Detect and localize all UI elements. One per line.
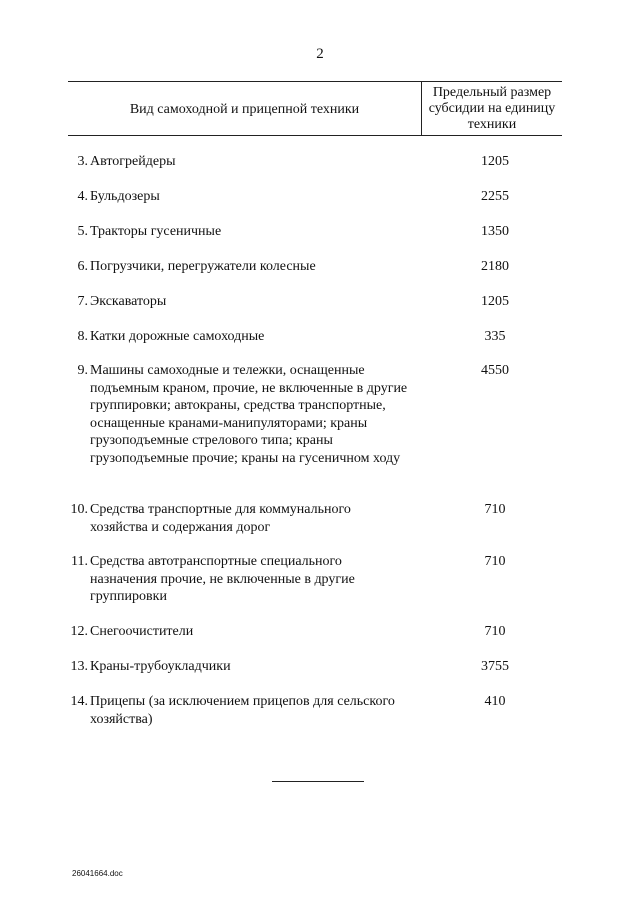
row-number: 4. — [77, 189, 88, 204]
file-name: 26041664.doc — [72, 869, 123, 878]
row-number: 9. — [77, 363, 88, 378]
row-number: 12. — [70, 624, 88, 639]
column-header-subsidy: Предельный размер субсидии на единицу техники — [428, 85, 556, 132]
row-number: 8. — [77, 329, 88, 344]
row-number: 14. — [70, 694, 88, 709]
row-subsidy-value: 2180 — [481, 259, 509, 274]
row-subsidy-value: 710 — [484, 502, 506, 517]
column-header-type: Вид самоходной и прицепной техники — [129, 102, 360, 117]
row-equipment-type: Машины самоходные и тележки, оснащенные подъемным краном, прочие, не включенные в другие группировки; автокраны, средства транспортные, оснащенные кранами-манипуляторами; краны грузоподъемные стрелового типа; краны грузоподъемные прочие; краны на гусеничном ходу — [90, 363, 408, 466]
row-number: 6. — [77, 259, 88, 274]
row-equipment-type: Бульдозеры — [90, 189, 160, 204]
row-subsidy-value: 710 — [484, 624, 506, 639]
row-number: 11. — [71, 554, 88, 569]
row-equipment-type: Погрузчики, перегружатели колесные — [90, 259, 316, 274]
table-top-rule — [68, 81, 562, 82]
row-subsidy-value: 335 — [484, 329, 506, 344]
row-number: 13. — [70, 659, 88, 674]
row-subsidy-value: 1205 — [481, 294, 509, 309]
row-equipment-type: Автогрейдеры — [90, 154, 176, 169]
row-equipment-type: Средства транспортные для коммунального хозяйства и содержания дорог — [90, 502, 351, 535]
end-of-document-rule — [272, 781, 364, 782]
row-number: 10. — [70, 502, 88, 517]
row-number: 5. — [77, 224, 88, 239]
row-subsidy-value: 1205 — [481, 154, 509, 169]
row-subsidy-value: 2255 — [481, 189, 509, 204]
row-subsidy-value: 4550 — [481, 363, 509, 378]
row-equipment-type: Тракторы гусеничные — [90, 224, 222, 239]
row-equipment-type: Краны-трубоукладчики — [90, 659, 231, 674]
row-equipment-type: Средства автотранспортные специального назначения прочие, не включенные в другие группировки — [90, 554, 355, 604]
row-equipment-type: Катки дорожные самоходные — [90, 329, 265, 344]
row-subsidy-value: 410 — [484, 694, 506, 709]
row-subsidy-value: 1350 — [481, 224, 509, 239]
page-number: 2 — [316, 46, 324, 62]
row-subsidy-value: 3755 — [481, 659, 509, 674]
table-header-bottom-rule — [68, 135, 562, 136]
row-equipment-type: Экскаваторы — [90, 294, 167, 309]
row-equipment-type: Снегоочистители — [90, 624, 194, 639]
row-number: 3. — [77, 154, 88, 169]
row-number: 7. — [77, 294, 88, 309]
row-subsidy-value: 710 — [484, 554, 506, 569]
row-equipment-type: Прицепы (за исключением прицепов для сельского хозяйства) — [90, 694, 395, 727]
